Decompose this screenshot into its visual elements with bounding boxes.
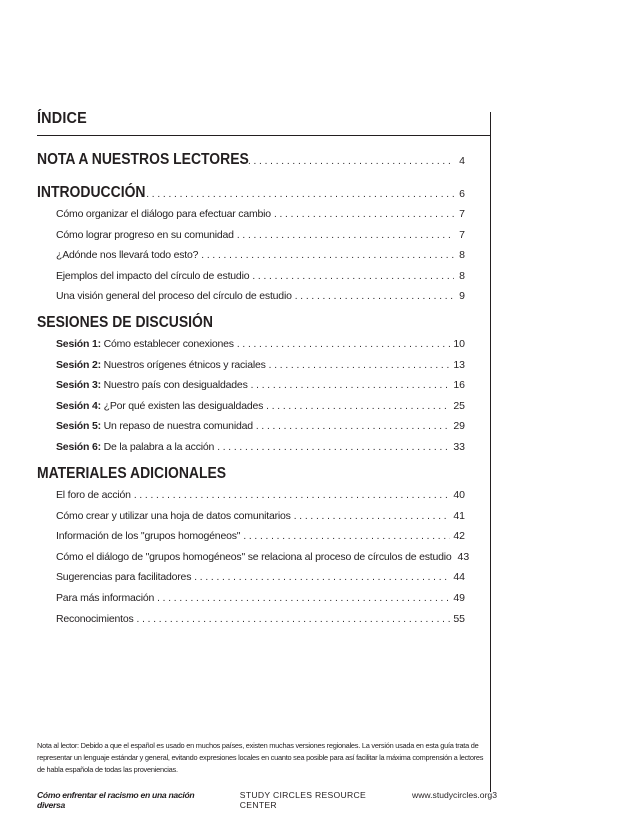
- toc-entry-text: Nuestro país con desigualdades: [100, 379, 248, 391]
- toc-entry: [56, 359, 465, 371]
- toc-entry: [56, 379, 465, 391]
- toc-entry-page: 13: [453, 359, 465, 371]
- toc-entry: [56, 592, 465, 604]
- toc-entry-title: [56, 571, 191, 583]
- toc-entry-title: [56, 338, 234, 350]
- footer-book-title: Cómo enfrentar el racismo en una nación diversa: [37, 790, 195, 810]
- toc-entry-text: Información de los "grupos homogéneos": [56, 530, 241, 542]
- toc-section: [37, 184, 465, 202]
- toc-session-number: Sesión 6:: [56, 441, 101, 453]
- toc-entry-page: 49: [453, 592, 465, 604]
- toc-entry: [56, 208, 465, 220]
- toc-entry-title: [56, 613, 134, 625]
- toc-entry: [56, 551, 470, 563]
- toc-entry: [56, 530, 465, 542]
- toc-entry-text: Nuestros orígenes étnicos y raciales: [100, 359, 266, 371]
- toc-entry-title: [56, 551, 452, 563]
- toc-entry-title: [56, 510, 291, 522]
- toc-entry-title: [56, 290, 292, 302]
- dot-leader: [269, 360, 451, 371]
- toc-entry: [56, 420, 465, 432]
- toc-section-label: SESIONES DE DISCUSIÓN: [37, 314, 213, 331]
- footer-page-number: 3: [492, 790, 497, 800]
- toc-entry: [56, 613, 465, 625]
- toc-entry-title: [56, 359, 266, 371]
- toc-entry-text: Cómo crear y utilizar una hoja de datos comunitarios: [56, 510, 291, 522]
- toc-entry-text: ¿Por qué existen las desigualdades: [100, 400, 264, 412]
- dot-leader: [217, 442, 450, 453]
- toc-entry: [56, 270, 465, 282]
- toc-entry-page: 8: [459, 270, 465, 282]
- dot-leader: [294, 511, 451, 522]
- dot-leader: [137, 614, 451, 625]
- toc-entry-text: Sugerencias para facilitadores: [56, 571, 192, 583]
- toc-entry-title: [56, 208, 271, 220]
- dot-leader: [251, 380, 451, 391]
- toc-entry-text: ¿Adónde nos llevará todo esto?: [56, 249, 199, 261]
- toc-entry-text: Ejemplos del impacto del círculo de estudio: [56, 270, 250, 282]
- toc-entry: [56, 400, 465, 412]
- toc-entry-text: Una visión general del proceso del círculo de estudio: [56, 290, 292, 302]
- vertical-rule: [490, 112, 491, 792]
- toc-section-page: 4: [459, 155, 465, 167]
- toc-entry-page: 7: [459, 229, 465, 241]
- toc-entry-text: Cómo el diálogo de "grupos homogéneos" se relaciona al proceso de círculos de estudio: [56, 551, 452, 563]
- toc-entry-text: Cómo establecer conexiones: [100, 338, 234, 350]
- toc-entry-title: [56, 229, 234, 241]
- toc-entry-title: [56, 379, 248, 391]
- dot-leader: [295, 291, 454, 302]
- toc-entry-page: 40: [453, 489, 465, 501]
- dot-leader: [256, 421, 450, 432]
- toc-entry-title: [56, 420, 253, 432]
- toc-entry-page: 29: [453, 420, 465, 432]
- toc-entry-page: 16: [453, 379, 465, 391]
- dot-leader: [237, 339, 450, 350]
- dot-leader: [194, 572, 450, 583]
- toc-session-number: Sesión 2:: [56, 359, 101, 371]
- dot-leader: [201, 250, 454, 261]
- toc-entry: [56, 249, 465, 261]
- toc-entry: [56, 229, 465, 241]
- toc-section-label: NOTA A NUESTROS LECTORES: [37, 151, 249, 168]
- page-footer: [37, 790, 497, 810]
- toc-session-number: Sesión 4:: [56, 400, 101, 412]
- dot-leader: [266, 401, 450, 412]
- title-rule: [37, 135, 490, 136]
- toc-section-label: INTRODUCCIÓN: [37, 184, 146, 201]
- toc-section-label: MATERIALES ADICIONALES: [37, 465, 227, 482]
- toc-entry-title: [56, 489, 131, 501]
- toc-entry-title: [56, 249, 198, 261]
- toc-entry-page: 41: [453, 510, 465, 522]
- toc-entry-title: [56, 441, 214, 453]
- toc-entry-text: Reconocimientos: [56, 613, 134, 625]
- toc-entry: [56, 510, 465, 522]
- toc-section: [37, 314, 465, 332]
- toc-entry-title: [56, 592, 154, 604]
- dot-leader: [252, 271, 454, 282]
- toc-entry-page: 8: [459, 249, 465, 261]
- toc-entry-text: El foro de acción: [56, 489, 131, 501]
- dot-leader: [157, 593, 450, 604]
- toc-session-number: Sesión 5:: [56, 420, 101, 432]
- toc-entry-page: 44: [453, 571, 465, 583]
- toc-entry-page: 7: [459, 208, 465, 220]
- dot-leader: [242, 156, 454, 167]
- toc-entry-text: Para más información: [56, 592, 155, 604]
- toc-entry-page: 55: [453, 613, 465, 625]
- dot-leader: [274, 209, 454, 220]
- toc-entry-page: 33: [453, 441, 465, 453]
- dot-leader: [237, 230, 454, 241]
- dot-leader: [243, 531, 450, 542]
- page-title: ÍNDICE: [37, 110, 87, 127]
- reader-note: Nota al lector: Debido a que el español es usado en muchos países, existen muchas versiones regionales. La versión usada en esta guía trata de representar un lenguaje estándar y general, evitando expresiones locales en cuanto sea posible para así facilitar la máxima comprensión a lectores de habla española de todas las proveniencias.: [37, 741, 484, 774]
- toc-entry: [56, 290, 465, 302]
- toc-section-page: 6: [459, 188, 465, 200]
- toc-entry-title: [56, 400, 263, 412]
- toc-entry: [56, 338, 465, 350]
- toc-section: [37, 465, 465, 483]
- footer-organization: STUDY CIRCLES RESOURCE CENTER: [239, 790, 367, 810]
- toc-section: [37, 151, 465, 169]
- footer-website: www.studycircles.org: [411, 790, 493, 800]
- toc-entry-page: 9: [459, 290, 465, 302]
- toc-entry-page: 43: [457, 551, 470, 563]
- toc-entry-page: 10: [453, 338, 465, 350]
- toc-entry-text: Un repaso de nuestra comunidad: [100, 420, 253, 432]
- toc-entry-page: 25: [453, 400, 465, 412]
- toc-entry: [56, 571, 465, 583]
- toc-entry: [56, 441, 465, 453]
- toc-entry-text: Cómo organizar el diálogo para efectuar cambio: [56, 208, 271, 220]
- dot-leader: [130, 189, 454, 200]
- toc-entry-text: De la palabra a la acción: [100, 441, 215, 453]
- toc-session-number: Sesión 1:: [56, 338, 101, 350]
- toc-entry-title: [56, 270, 249, 282]
- toc-entry-title: [56, 530, 240, 542]
- toc-session-number: Sesión 3:: [56, 379, 101, 391]
- toc-entry: [56, 489, 465, 501]
- toc-entry-page: 42: [453, 530, 465, 542]
- dot-leader: [134, 490, 451, 501]
- toc-entry-text: Cómo lograr progreso en su comunidad: [56, 229, 234, 241]
